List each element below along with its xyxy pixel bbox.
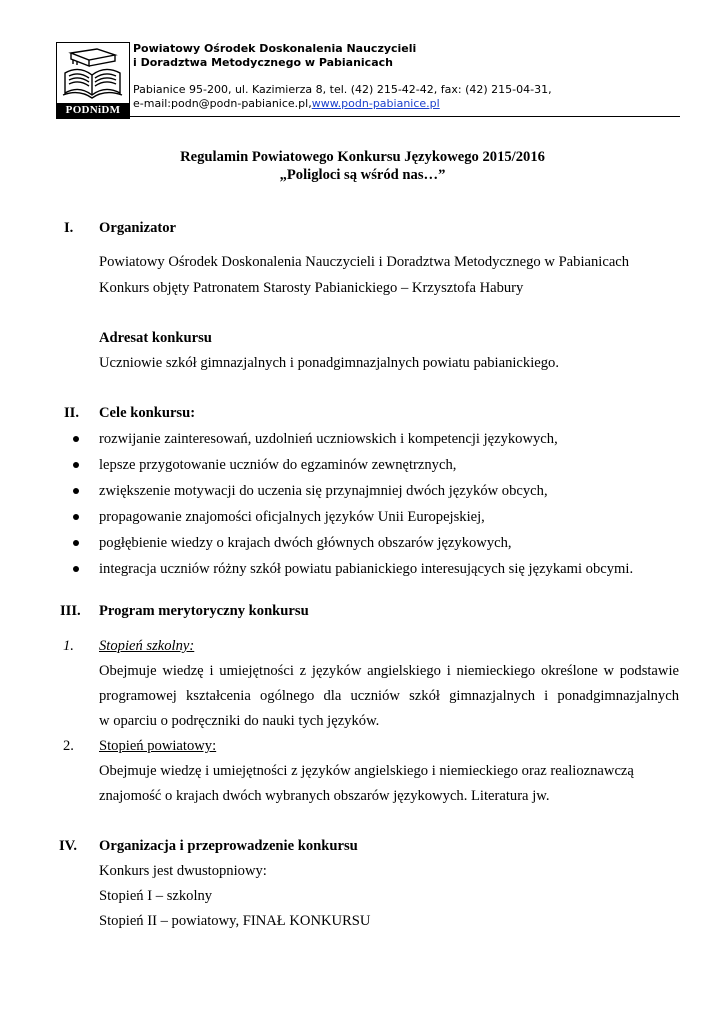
section-1-heading: Organizator (99, 220, 177, 236)
patronage-text: Konkurs objęty Patronatem Starosty Pabianickiego – Krzysztofa Habury (99, 280, 524, 296)
goal-item-6: integracja uczniów różny szkół powiatu pabianickiego interesujących się językami obcymi. (99, 561, 634, 577)
org-contact (133, 97, 440, 111)
goal-item-4: propagowanie znajomości oficjalnych języków Unii Europejskiej, (99, 509, 485, 525)
section-4-heading: Organizacja i przeprowadzenie konkursu (99, 838, 358, 854)
section-1-numeral: I. (64, 220, 74, 236)
goal-item-2: lepsze przygotowanie uczniów do egzaminów zewnętrznych, (99, 457, 457, 473)
section-2-numeral: II. (64, 405, 80, 421)
organization-line3: Stopień II – powiatowy, FINAŁ KONKURSU (99, 913, 371, 929)
section-2-heading: Cele konkursu: (99, 405, 196, 421)
section-3-numeral: III. (60, 603, 81, 619)
organizer-name: Powiatowy Ośrodek Doskonalenia Nauczycieli i Doradztwa Metodycznego w Pabianicach (99, 254, 630, 270)
stage-1-number: 1. (63, 638, 74, 654)
podn-logo (56, 42, 130, 119)
header-divider (130, 116, 680, 117)
open-book-icon (57, 43, 128, 103)
org-address: Pabianice 95-200, ul. Kazimierza 8, tel. (42) 215-42-42, fax: (42) 215-04-31, (133, 83, 552, 96)
stage-1-desc-line3: w oparciu o podręczniki do nauki tych języków. (99, 713, 380, 729)
org-email: e-mail:podn@podn-pabianice.pl, (133, 97, 312, 110)
stage-2-desc-line2: znajomość o krajach dwóch wybranych obszarów językowych. Literatura jw. (99, 788, 550, 804)
section-3-heading: Program merytoryczny konkursu (99, 603, 309, 619)
stage-2-title: Stopień powiatowy: (99, 738, 217, 754)
goal-item-1: rozwijanie zainteresowań, uzdolnień uczniowskich i kompetencji językowych, (99, 431, 558, 447)
addressee-heading: Adresat konkursu (99, 330, 212, 346)
stage-1-desc-line2: programowej kształcenia ogólnego dla uczniów szkół gimnazjalnych i ponadgimnazjalnych (99, 688, 679, 704)
addressee-text: Uczniowie szkół gimnazjalnych i ponadgimnazjalnych powiatu pabianickiego. (99, 355, 559, 371)
org-website-link[interactable]: www.podn-pabianice.pl (311, 97, 440, 110)
document-subtitle: „Poligloci są wśród nas…” (279, 167, 446, 183)
goal-item-3: zwiększenie motywacji do uczenia się przynajmniej dwóch języków obcych, (99, 483, 548, 499)
organization-line1: Konkurs jest dwustopniowy: (99, 863, 267, 879)
bullet-icon (73, 514, 79, 520)
bullet-icon (73, 540, 79, 546)
document-title: Regulamin Powiatowego Konkursu Językowego 2015/2016 (180, 149, 545, 165)
section-4-numeral: IV. (59, 838, 77, 854)
org-name-line2: i Doradztwa Metodycznego w Pabianicach (133, 56, 393, 69)
bullet-icon (73, 462, 79, 468)
goal-item-5: pogłębienie wiedzy o krajach dwóch głównych obszarów językowych, (99, 535, 512, 551)
bullet-icon (73, 488, 79, 494)
organization-line2: Stopień I – szkolny (99, 888, 213, 904)
stage-1-title: Stopień szkolny: (99, 638, 195, 654)
stage-2-number: 2. (63, 738, 74, 754)
stage-1-desc-line1: Obejmuje wiedzę i umiejętności z języków angielskiego i niemieckiego określone w podstawie (99, 663, 679, 679)
logo-wordmark: PODNiDM (57, 103, 129, 118)
bullet-icon (73, 436, 79, 442)
stage-2-desc-line1: Obejmuje wiedzę i umiejętności z języków angielskiego i niemieckiego oraz realioznawczą (99, 763, 634, 779)
bullet-icon (73, 566, 79, 572)
org-name-line1: Powiatowy Ośrodek Doskonalenia Nauczycieli (133, 42, 417, 55)
